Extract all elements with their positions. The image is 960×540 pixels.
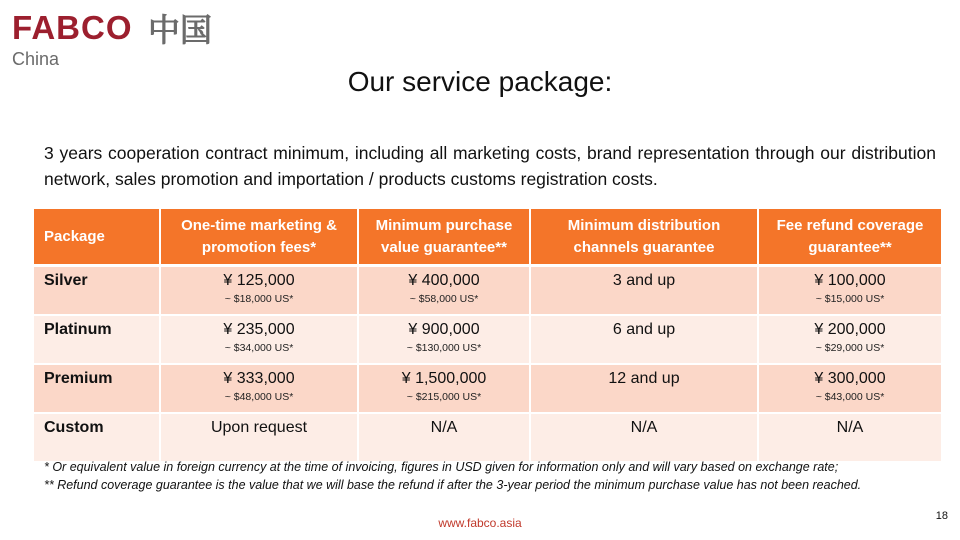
footnotes — [44, 458, 944, 494]
fee-usd: ~ $34,000 US* — [224, 342, 294, 354]
marketing-fee-cell: Upon request — [160, 413, 358, 462]
marketing-fee-cell — [160, 315, 358, 364]
refund-usd: ~ $43,000 US* — [815, 391, 885, 403]
header-purchase-guarantee: Minimum purchase value guarantee** — [358, 209, 530, 266]
channels-cell: 6 and up — [530, 315, 758, 364]
purchase-value: ¥ 400,000 — [408, 272, 480, 289]
fee-value: ¥ 333,000 — [223, 370, 295, 387]
header-distribution-guarantee: Minimum distribution channels guarantee — [530, 209, 758, 266]
marketing-fee-cell — [160, 364, 358, 413]
intro-paragraph: 3 years cooperation contract minimum, including all marketing costs, brand representation through our distribution network, sales promotion and importation / products customs registration costs. — [44, 143, 936, 189]
package-name: Silver — [34, 266, 160, 316]
fee-value: ¥ 235,000 — [223, 321, 295, 338]
refund-cell — [758, 315, 942, 364]
refund-usd: ~ $15,000 US* — [815, 293, 885, 305]
refund-cell — [758, 266, 942, 316]
slide-title: Our service package: — [347, 66, 613, 97]
refund-value: ¥ 300,000 — [814, 370, 886, 387]
table-row — [34, 413, 942, 462]
table-header-row — [34, 209, 942, 266]
refund-usd: ~ $29,000 US* — [815, 342, 885, 354]
channels-cell: 12 and up — [530, 364, 758, 413]
table-row — [34, 315, 942, 364]
service-package-table — [34, 209, 943, 463]
purchase-cell: N/A — [358, 413, 530, 462]
table-row — [34, 266, 942, 316]
header-refund-guarantee: Fee refund coverage guarantee** — [758, 209, 942, 266]
footer-website-link[interactable]: www.fabco.asia — [438, 516, 522, 530]
purchase-usd: ~ $130,000 US* — [406, 342, 482, 354]
footnote-currency: * Or equivalent value in foreign currency at the time of invoicing, figures in USD given for information only and will vary based on exchange rate; — [44, 460, 839, 474]
purchase-cell — [358, 266, 530, 316]
logo-wordmark: FABCO — [12, 9, 133, 46]
fee-usd: ~ $48,000 US* — [224, 391, 294, 403]
purchase-value: ¥ 1,500,000 — [401, 370, 487, 387]
page-number: 18 — [935, 510, 948, 522]
refund-value: ¥ 200,000 — [814, 321, 886, 338]
logo-subtitle: China — [12, 49, 60, 69]
footnote-refund: ** Refund coverage guarantee is the value that we will base the refund if after the 3-year period the minimum purchase value has not been reached. — [44, 478, 862, 492]
channels-cell: 3 and up — [530, 266, 758, 316]
purchase-value: ¥ 900,000 — [408, 321, 480, 338]
purchase-usd: ~ $215,000 US* — [406, 391, 482, 403]
refund-value: ¥ 100,000 — [814, 272, 886, 289]
refund-cell: N/A — [758, 413, 942, 462]
marketing-fee-cell — [160, 266, 358, 316]
purchase-usd: ~ $58,000 US* — [409, 293, 479, 305]
table-row — [34, 364, 942, 413]
package-name: Custom — [34, 413, 160, 462]
channels-cell: N/A — [530, 413, 758, 462]
fabco-logo — [12, 8, 232, 68]
header-package: Package — [34, 209, 160, 266]
fee-usd: ~ $18,000 US* — [224, 293, 294, 305]
logo-chinese-text: 中国 — [148, 12, 213, 48]
purchase-cell — [358, 315, 530, 364]
refund-cell — [758, 364, 942, 413]
fee-value: ¥ 125,000 — [223, 272, 295, 289]
package-name: Platinum — [34, 315, 160, 364]
header-marketing-fees: One-time marketing & promotion fees* — [160, 209, 358, 266]
purchase-cell — [358, 364, 530, 413]
package-name: Premium — [34, 364, 160, 413]
